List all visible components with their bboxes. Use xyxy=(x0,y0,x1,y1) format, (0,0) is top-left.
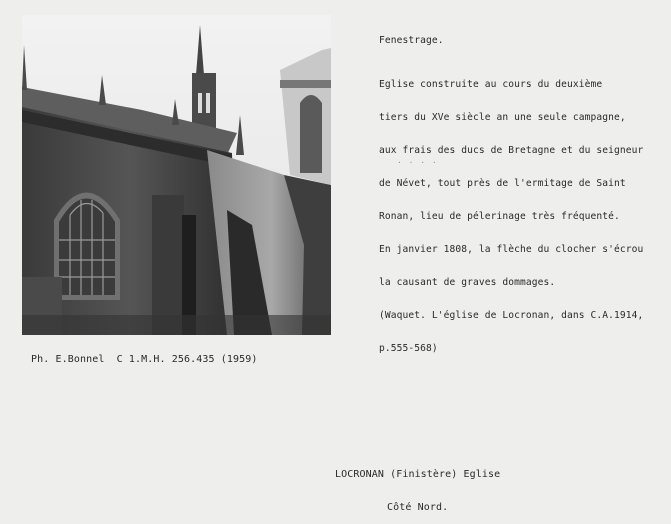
photo-credit: Ph. E.Bonnel C 1.M.H. 256.435 (1959) xyxy=(31,354,258,365)
church-photograph xyxy=(22,15,331,335)
card-heading: Fenestrage. xyxy=(379,35,444,46)
description-line: (Waquet. L'église de Locronan, dans C.A.1914, xyxy=(379,310,644,321)
dotted-mark: · · · · xyxy=(397,158,438,167)
description-line: p.555-568) xyxy=(379,343,438,354)
description-line: En janvier 1808, la flèche du clocher s'écrou xyxy=(379,244,644,255)
description-text xyxy=(379,57,643,365)
description-line: tiers du XVe siècle an une seule campagne, xyxy=(379,112,626,123)
church-photo-image xyxy=(22,15,331,335)
description-line: Eglise construite au cours du deuxième xyxy=(379,79,603,90)
place-caption xyxy=(335,447,500,524)
description-line: la causant de graves dommages. xyxy=(379,277,556,288)
description-line: aux frais des ducs de Bretagne et du seigneur xyxy=(379,145,644,156)
place-line-2: Côté Nord. xyxy=(387,502,449,513)
description-line: Ronan, lieu de pélerinage très fréquenté. xyxy=(379,211,620,222)
place-line-1: LOCRONAN (Finistère) Eglise xyxy=(335,469,501,480)
description-line: de Névet, tout près de l'ermitage de Saint xyxy=(379,178,626,189)
